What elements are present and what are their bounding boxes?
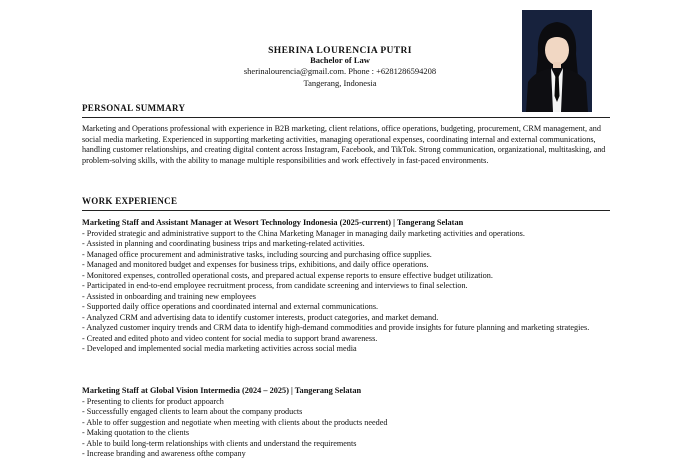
list-item: - Making quotation to the clients (82, 428, 190, 438)
summary-text: Marketing and Operations professional with experience in B2B marketing, client relations, office operations, budgeting, procurement, CRM management, and social media marketing. Experienced in supporting marketing activities, managing operational expenses, coordinating internal and external communications, handling customer relationships, and creating digital content across Instagram, Facebook, and TikTok. Strong communication, organizational, multitasking, and problem-solving skills, with the ability to manage multiple responsibilities and work effectively in fast-paced environments. (82, 124, 606, 165)
list-item: - Supported daily office operations and coordinated internal and external communications. (82, 302, 379, 312)
list-item: - Able to offer suggestion and negotiate when meeting with clients about the products needed (82, 417, 388, 427)
job-title-2: Marketing Staff at Global Vision Intermedia (2024 – 2025) | Tangerang Selatan (82, 386, 362, 395)
job-title-1: Marketing Staff and Assistant Manager at Wesort Technology Indonesia (2025-current) | Tangerang Selatan (82, 218, 464, 227)
list-item: - Provided strategic and administrative support to the China Marketing Manager in managing daily marketing activities and operations. (82, 229, 525, 238)
list-item: - Assisted in planning and coordinating business trips and marketing-related activities. (82, 239, 365, 249)
list-item: - Able to build long-term relationships with clients and understand the requirements (82, 438, 357, 448)
resume-header (150, 46, 530, 89)
list-item: - Successfully engaged clients to learn about the company products (82, 407, 303, 417)
list-item: - Presenting to clients for product appoarch (82, 397, 224, 406)
job-2-duties (82, 397, 622, 460)
summary-heading: PERSONAL SUMMARY (82, 103, 186, 113)
location-line: Tangerang, Indonesia (303, 78, 377, 88)
list-item: - Developed and implemented social media marketing activities across social media (82, 343, 357, 353)
experience-divider (82, 210, 610, 211)
candidate-degree: Bachelor of Law (310, 55, 370, 65)
list-item: - Participated in end-to-end employee recruitment process, from candidate screening and interviews to final selection. (82, 281, 468, 291)
list-item: - Managed and monitored budget and expenses for business trips, exhibitions, and daily office operations. (82, 260, 429, 270)
profile-photo (522, 10, 592, 112)
summary-divider (82, 117, 610, 118)
experience-heading: WORK EXPERIENCE (82, 196, 178, 206)
candidate-name: SHERINA LOURENCIA PUTRI (268, 46, 412, 56)
list-item: - Assisted in onboarding and training new employees (82, 291, 256, 301)
list-item: - Created and edited photo and video content for social media to support brand awareness. (82, 333, 378, 343)
list-item: - Increase branding and awareness ofthe company (82, 449, 246, 459)
list-item: - Analyzed customer inquiry trends and CRM data to identify high-demand commodities and provide insights for future planning and marketing strategies. (82, 323, 590, 333)
list-item: - Monitored expenses, controlled operational costs, and prepared actual expense reports to ensure effective budget utilization. (82, 270, 493, 280)
list-item: - Analyzed CRM and advertising data to identify customer interests, product categories, and market demand. (82, 312, 439, 322)
list-item: - Managed office procurement and administrative tasks, including sourcing and purchasing office supplies. (82, 249, 432, 259)
contact-line: sherinalourencia@gmail.com. Phone : +6281286594208 (243, 65, 437, 76)
job-1-duties (82, 229, 622, 354)
